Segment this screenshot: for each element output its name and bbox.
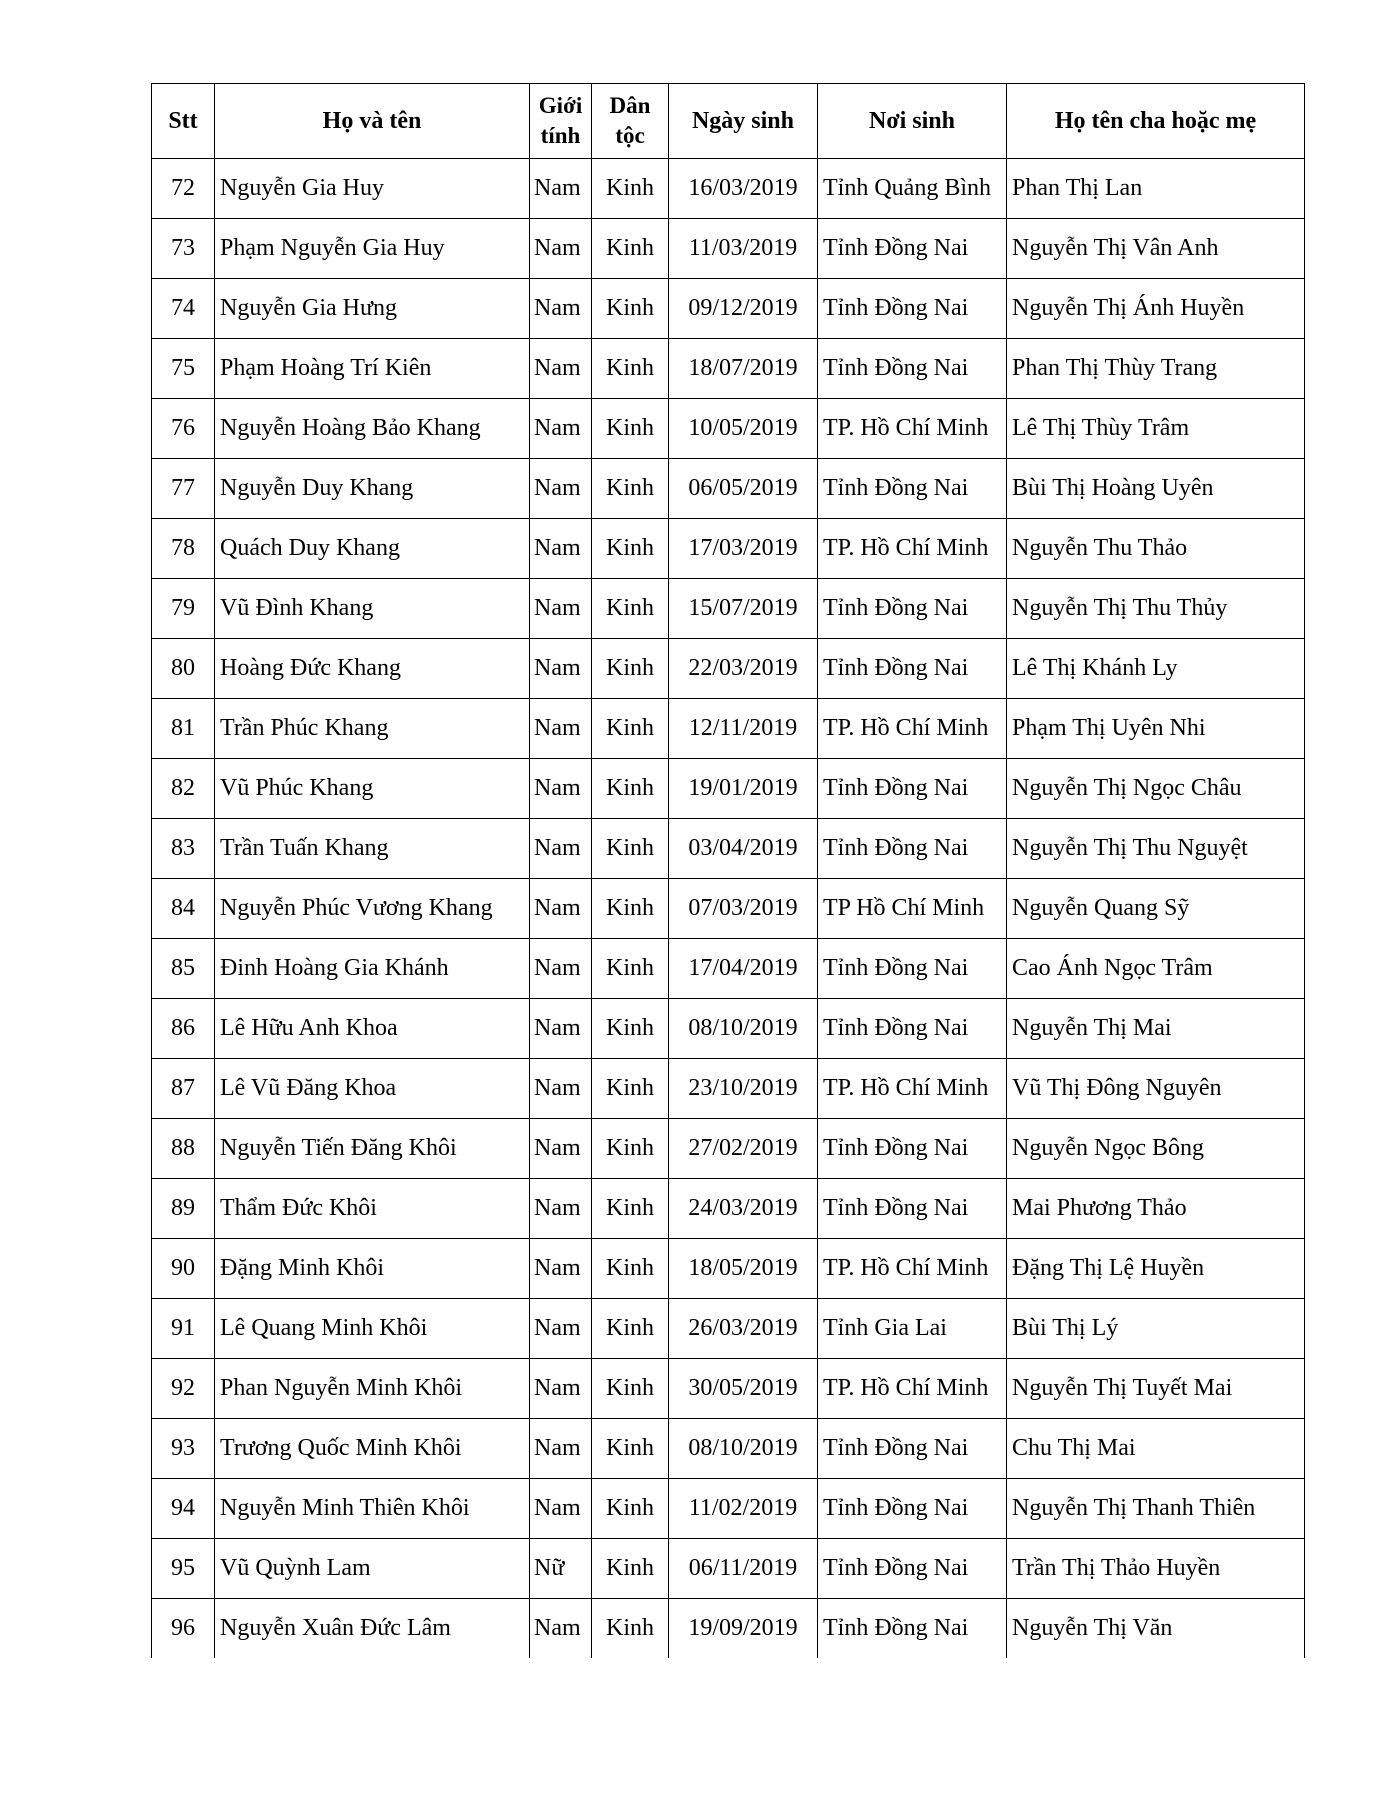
cell-gender: Nam <box>530 1239 592 1299</box>
cell-gender: Nam <box>530 219 592 279</box>
cell-stt: 75 <box>152 339 215 399</box>
cell-birthplace: Tỉnh Đồng Nai <box>818 939 1007 999</box>
cell-gender: Nam <box>530 1059 592 1119</box>
cell-birthplace: TP Hồ Chí Minh <box>818 879 1007 939</box>
cell-stt: 90 <box>152 1239 215 1299</box>
cell-stt: 78 <box>152 519 215 579</box>
cell-parent: Nguyễn Thị Ngọc Châu <box>1007 759 1305 819</box>
header-birthplace: Nơi sinh <box>818 84 1007 159</box>
cell-dob: 08/10/2019 <box>669 999 818 1059</box>
cell-dob: 18/07/2019 <box>669 339 818 399</box>
cell-ethnicity: Kinh <box>592 399 669 459</box>
cell-gender: Nam <box>530 1359 592 1419</box>
table-row <box>152 159 1305 219</box>
cell-ethnicity: Kinh <box>592 219 669 279</box>
cell-dob: 30/05/2019 <box>669 1359 818 1419</box>
table-row <box>152 1599 1305 1659</box>
cell-ethnicity: Kinh <box>592 819 669 879</box>
cell-name: Trần Tuấn Khang <box>215 819 530 879</box>
cell-birthplace: Tỉnh Đồng Nai <box>818 999 1007 1059</box>
cell-name: Nguyễn Xuân Đức Lâm <box>215 1599 530 1659</box>
cell-stt: 72 <box>152 159 215 219</box>
cell-ethnicity: Kinh <box>592 459 669 519</box>
cell-gender: Nam <box>530 639 592 699</box>
cell-ethnicity: Kinh <box>592 1179 669 1239</box>
cell-stt: 74 <box>152 279 215 339</box>
cell-gender: Nam <box>530 459 592 519</box>
cell-ethnicity: Kinh <box>592 759 669 819</box>
cell-ethnicity: Kinh <box>592 1359 669 1419</box>
cell-birthplace: Tỉnh Đồng Nai <box>818 819 1007 879</box>
cell-birthplace: Tỉnh Đồng Nai <box>818 579 1007 639</box>
cell-birthplace: Tỉnh Gia Lai <box>818 1299 1007 1359</box>
cell-parent: Cao Ánh Ngọc Trâm <box>1007 939 1305 999</box>
cell-parent: Vũ Thị Đông Nguyên <box>1007 1059 1305 1119</box>
cell-gender: Nam <box>530 579 592 639</box>
table-row <box>152 1239 1305 1299</box>
cell-parent: Phạm Thị Uyên Nhi <box>1007 699 1305 759</box>
cell-dob: 11/02/2019 <box>669 1479 818 1539</box>
cell-name: Đặng Minh Khôi <box>215 1239 530 1299</box>
cell-dob: 03/04/2019 <box>669 819 818 879</box>
cell-birthplace: Tỉnh Đồng Nai <box>818 459 1007 519</box>
cell-ethnicity: Kinh <box>592 579 669 639</box>
cell-gender: Nam <box>530 159 592 219</box>
cell-birthplace: TP. Hồ Chí Minh <box>818 519 1007 579</box>
cell-stt: 73 <box>152 219 215 279</box>
cell-stt: 91 <box>152 1299 215 1359</box>
cell-gender: Nam <box>530 1119 592 1179</box>
cell-ethnicity: Kinh <box>592 879 669 939</box>
cell-stt: 77 <box>152 459 215 519</box>
cell-gender: Nam <box>530 1419 592 1479</box>
cell-ethnicity: Kinh <box>592 1539 669 1599</box>
cell-parent: Mai Phương Thảo <box>1007 1179 1305 1239</box>
header-ethnicity-line1: Dân <box>609 93 651 118</box>
cell-stt: 83 <box>152 819 215 879</box>
cell-gender: Nam <box>530 399 592 459</box>
cell-ethnicity: Kinh <box>592 339 669 399</box>
cell-birthplace: Tỉnh Đồng Nai <box>818 759 1007 819</box>
table-row <box>152 279 1305 339</box>
cell-birthplace: TP. Hồ Chí Minh <box>818 1359 1007 1419</box>
cell-dob: 06/05/2019 <box>669 459 818 519</box>
cell-birthplace: Tỉnh Đồng Nai <box>818 1539 1007 1599</box>
table-row <box>152 399 1305 459</box>
cell-stt: 76 <box>152 399 215 459</box>
cell-name: Vũ Phúc Khang <box>215 759 530 819</box>
cell-stt: 95 <box>152 1539 215 1599</box>
cell-birthplace: TP. Hồ Chí Minh <box>818 1239 1007 1299</box>
cell-name: Vũ Đình Khang <box>215 579 530 639</box>
cell-parent: Nguyễn Thị Văn <box>1007 1599 1305 1659</box>
cell-parent: Bùi Thị Lý <box>1007 1299 1305 1359</box>
cell-name: Trần Phúc Khang <box>215 699 530 759</box>
cell-stt: 92 <box>152 1359 215 1419</box>
cell-dob: 11/03/2019 <box>669 219 818 279</box>
cell-parent: Nguyễn Thị Thu Nguyệt <box>1007 819 1305 879</box>
cell-stt: 88 <box>152 1119 215 1179</box>
cell-parent: Nguyễn Thị Thu Thủy <box>1007 579 1305 639</box>
cell-birthplace: Tỉnh Đồng Nai <box>818 219 1007 279</box>
cell-ethnicity: Kinh <box>592 519 669 579</box>
cell-gender: Nam <box>530 1299 592 1359</box>
cell-name: Nguyễn Gia Huy <box>215 159 530 219</box>
cell-gender: Nữ <box>530 1539 592 1599</box>
header-gender <box>530 84 592 159</box>
cell-ethnicity: Kinh <box>592 1239 669 1299</box>
header-ethnicity-line2: tộc <box>615 123 645 148</box>
cell-name: Trương Quốc Minh Khôi <box>215 1419 530 1479</box>
cell-dob: 12/11/2019 <box>669 699 818 759</box>
cell-dob: 19/01/2019 <box>669 759 818 819</box>
table-row <box>152 819 1305 879</box>
cell-dob: 10/05/2019 <box>669 399 818 459</box>
table-row <box>152 1119 1305 1179</box>
cell-stt: 80 <box>152 639 215 699</box>
cell-birthplace: Tỉnh Đồng Nai <box>818 339 1007 399</box>
cell-name: Nguyễn Gia Hưng <box>215 279 530 339</box>
cell-gender: Nam <box>530 1179 592 1239</box>
cell-gender: Nam <box>530 939 592 999</box>
table-row <box>152 339 1305 399</box>
cell-name: Đinh Hoàng Gia Khánh <box>215 939 530 999</box>
cell-parent: Nguyễn Thị Tuyết Mai <box>1007 1359 1305 1419</box>
cell-gender: Nam <box>530 339 592 399</box>
cell-birthplace: TP. Hồ Chí Minh <box>818 1059 1007 1119</box>
header-row <box>152 84 1305 159</box>
cell-gender: Nam <box>530 519 592 579</box>
cell-stt: 84 <box>152 879 215 939</box>
cell-parent: Phan Thị Thùy Trang <box>1007 339 1305 399</box>
cell-ethnicity: Kinh <box>592 999 669 1059</box>
header-gender-line2: tính <box>540 123 581 148</box>
cell-stt: 85 <box>152 939 215 999</box>
cell-birthplace: Tỉnh Đồng Nai <box>818 279 1007 339</box>
cell-dob: 18/05/2019 <box>669 1239 818 1299</box>
cell-parent: Nguyễn Thị Thanh Thiên <box>1007 1479 1305 1539</box>
cell-ethnicity: Kinh <box>592 639 669 699</box>
cell-name: Nguyễn Tiến Đăng Khôi <box>215 1119 530 1179</box>
header-stt: Stt <box>152 84 215 159</box>
cell-stt: 81 <box>152 699 215 759</box>
cell-ethnicity: Kinh <box>592 1599 669 1659</box>
cell-dob: 26/03/2019 <box>669 1299 818 1359</box>
cell-parent: Lê Thị Thùy Trâm <box>1007 399 1305 459</box>
cell-name: Nguyễn Minh Thiên Khôi <box>215 1479 530 1539</box>
cell-birthplace: Tỉnh Đồng Nai <box>818 1479 1007 1539</box>
cell-stt: 82 <box>152 759 215 819</box>
cell-stt: 94 <box>152 1479 215 1539</box>
table-row <box>152 579 1305 639</box>
cell-dob: 27/02/2019 <box>669 1119 818 1179</box>
cell-ethnicity: Kinh <box>592 1299 669 1359</box>
cell-dob: 17/04/2019 <box>669 939 818 999</box>
cell-name: Nguyễn Phúc Vương Khang <box>215 879 530 939</box>
cell-parent: Phan Thị Lan <box>1007 159 1305 219</box>
cell-birthplace: Tỉnh Đồng Nai <box>818 639 1007 699</box>
table-row <box>152 1419 1305 1479</box>
cell-dob: 15/07/2019 <box>669 579 818 639</box>
cell-dob: 07/03/2019 <box>669 879 818 939</box>
cell-birthplace: Tỉnh Đồng Nai <box>818 1119 1007 1179</box>
cell-dob: 19/09/2019 <box>669 1599 818 1659</box>
cell-gender: Nam <box>530 1599 592 1659</box>
cell-birthplace: Tỉnh Quảng Bình <box>818 159 1007 219</box>
student-list-table <box>151 83 1305 1658</box>
header-ethnicity <box>592 84 669 159</box>
cell-name: Nguyễn Duy Khang <box>215 459 530 519</box>
cell-name: Vũ Quỳnh Lam <box>215 1539 530 1599</box>
table-row <box>152 639 1305 699</box>
cell-stt: 93 <box>152 1419 215 1479</box>
header-name: Họ và tên <box>215 84 530 159</box>
cell-stt: 96 <box>152 1599 215 1659</box>
cell-gender: Nam <box>530 1479 592 1539</box>
cell-stt: 89 <box>152 1179 215 1239</box>
cell-birthplace: Tỉnh Đồng Nai <box>818 1599 1007 1659</box>
table-row <box>152 219 1305 279</box>
cell-parent: Bùi Thị Hoàng Uyên <box>1007 459 1305 519</box>
cell-parent: Nguyễn Thị Vân Anh <box>1007 219 1305 279</box>
cell-parent: Nguyễn Thị Ánh Huyền <box>1007 279 1305 339</box>
cell-parent: Lê Thị Khánh Ly <box>1007 639 1305 699</box>
cell-name: Nguyễn Hoàng Bảo Khang <box>215 399 530 459</box>
cell-name: Lê Vũ Đăng Khoa <box>215 1059 530 1119</box>
cell-dob: 16/03/2019 <box>669 159 818 219</box>
cell-gender: Nam <box>530 879 592 939</box>
cell-birthplace: Tỉnh Đồng Nai <box>818 1179 1007 1239</box>
cell-ethnicity: Kinh <box>592 1059 669 1119</box>
cell-dob: 24/03/2019 <box>669 1179 818 1239</box>
cell-gender: Nam <box>530 699 592 759</box>
table-row <box>152 1179 1305 1239</box>
cell-ethnicity: Kinh <box>592 1119 669 1179</box>
cell-dob: 23/10/2019 <box>669 1059 818 1119</box>
table-row <box>152 1479 1305 1539</box>
cell-dob: 22/03/2019 <box>669 639 818 699</box>
table-row <box>152 879 1305 939</box>
cell-name: Quách Duy Khang <box>215 519 530 579</box>
cell-parent: Trần Thị Thảo Huyền <box>1007 1539 1305 1599</box>
cell-name: Hoàng Đức Khang <box>215 639 530 699</box>
cell-parent: Đặng Thị Lệ Huyền <box>1007 1239 1305 1299</box>
table-row <box>152 1359 1305 1419</box>
cell-gender: Nam <box>530 819 592 879</box>
cell-parent: Chu Thị Mai <box>1007 1419 1305 1479</box>
cell-parent: Nguyễn Thị Mai <box>1007 999 1305 1059</box>
cell-ethnicity: Kinh <box>592 939 669 999</box>
cell-stt: 86 <box>152 999 215 1059</box>
cell-dob: 06/11/2019 <box>669 1539 818 1599</box>
cell-gender: Nam <box>530 279 592 339</box>
cell-ethnicity: Kinh <box>592 1419 669 1479</box>
header-gender-line1: Giới <box>538 93 583 118</box>
cell-ethnicity: Kinh <box>592 699 669 759</box>
cell-parent: Nguyễn Thu Thảo <box>1007 519 1305 579</box>
cell-name: Phạm Nguyễn Gia Huy <box>215 219 530 279</box>
cell-dob: 08/10/2019 <box>669 1419 818 1479</box>
table-row <box>152 759 1305 819</box>
cell-name: Phan Nguyễn Minh Khôi <box>215 1359 530 1419</box>
cell-birthplace: TP. Hồ Chí Minh <box>818 399 1007 459</box>
table-row <box>152 1059 1305 1119</box>
cell-name: Phạm Hoàng Trí Kiên <box>215 339 530 399</box>
table-row <box>152 459 1305 519</box>
table-row <box>152 939 1305 999</box>
cell-name: Lê Quang Minh Khôi <box>215 1299 530 1359</box>
cell-parent: Nguyễn Ngọc Bông <box>1007 1119 1305 1179</box>
cell-parent: Nguyễn Quang Sỹ <box>1007 879 1305 939</box>
header-dob: Ngày sinh <box>669 84 818 159</box>
cell-stt: 79 <box>152 579 215 639</box>
table-row <box>152 999 1305 1059</box>
table-row <box>152 1539 1305 1599</box>
table-row <box>152 699 1305 759</box>
table-row <box>152 1299 1305 1359</box>
cell-dob: 17/03/2019 <box>669 519 818 579</box>
cell-name: Thẩm Đức Khôi <box>215 1179 530 1239</box>
header-parent: Họ tên cha hoặc mẹ <box>1007 84 1305 159</box>
cell-ethnicity: Kinh <box>592 1479 669 1539</box>
cell-gender: Nam <box>530 999 592 1059</box>
cell-birthplace: Tỉnh Đồng Nai <box>818 1419 1007 1479</box>
table-row <box>152 519 1305 579</box>
cell-dob: 09/12/2019 <box>669 279 818 339</box>
cell-ethnicity: Kinh <box>592 159 669 219</box>
cell-name: Lê Hữu Anh Khoa <box>215 999 530 1059</box>
cell-gender: Nam <box>530 759 592 819</box>
cell-ethnicity: Kinh <box>592 279 669 339</box>
cell-birthplace: TP. Hồ Chí Minh <box>818 699 1007 759</box>
cell-stt: 87 <box>152 1059 215 1119</box>
